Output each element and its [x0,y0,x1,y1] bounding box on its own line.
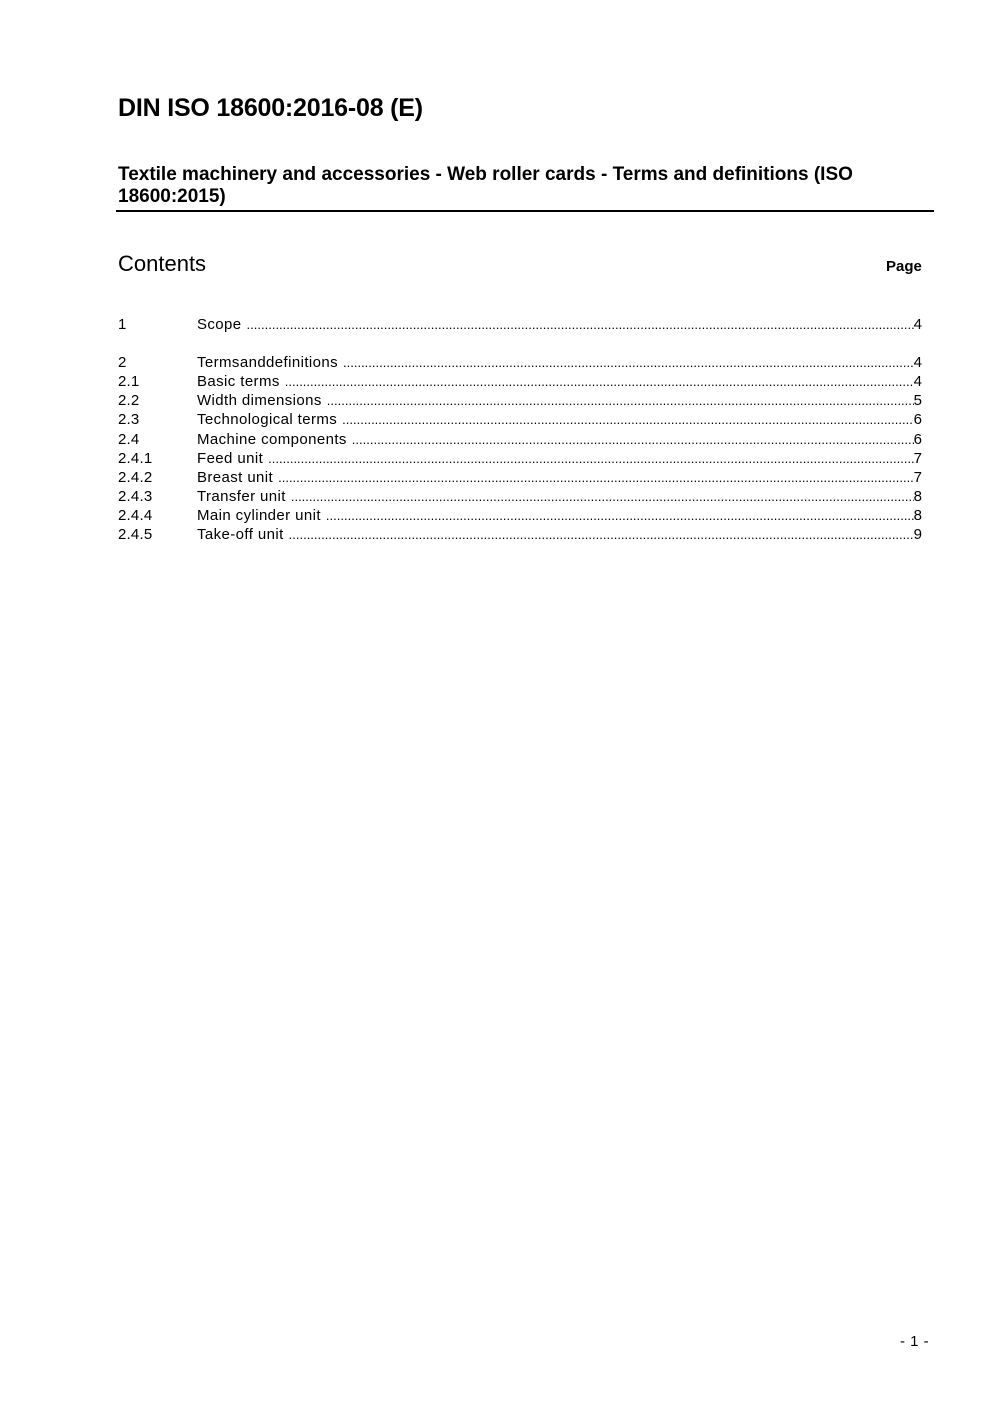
toc-entry-number: 2.4.1 [118,450,153,467]
toc-entry-page: 4 [913,373,922,390]
toc-entry-title: Scope [197,316,242,333]
toc-entry-page: 8 [913,507,922,524]
title-divider [116,210,934,212]
toc-entry-page: 4 [913,316,922,333]
toc-entry-scope[interactable] [118,316,922,334]
toc-entry-title: Feed unit [197,450,264,467]
toc-entry-breast-unit[interactable] [118,469,922,487]
toc-entry-title: Main cylinder unit [197,507,321,524]
toc-entry-number: 2.3 [118,411,140,428]
toc-dot-leader [327,392,914,410]
toc-entry-width-dimensions[interactable] [118,392,922,410]
toc-entry-main-cylinder-unit[interactable] [118,507,922,525]
toc-dot-leader [352,431,914,449]
toc-entry-page: 7 [913,469,922,486]
toc-entry-page: 7 [913,450,922,467]
toc-entry-title: Technological terms [197,411,338,428]
toc-entry-number: 2.2 [118,392,140,409]
toc-entry-title: Breast unit [197,469,274,486]
toc-dot-leader [268,450,914,468]
toc-entry-page: 6 [913,411,922,428]
toc-entry-technological-terms[interactable] [118,411,922,429]
toc-dot-leader [291,488,914,506]
toc-entry-take-off-unit[interactable] [118,526,922,544]
toc-dot-leader [278,469,914,487]
toc-dot-leader [285,373,914,391]
document-subtitle: Textile machinery and accessories - Web roller cards - Terms and definitions (ISO 18600:2015) [118,164,853,207]
document-title: DIN ISO 18600:2016-08 (E) [118,94,423,122]
contents-heading: Contents [118,251,207,276]
toc-entry-title: Width dimensions [197,392,322,409]
toc-entry-number: 1 [118,316,127,333]
toc-entry-feed-unit[interactable] [118,450,922,468]
toc-entry-number: 2.1 [118,373,140,390]
toc-entry-number: 2.4.4 [118,507,153,524]
toc-entry-title: Transfer unit [197,488,286,505]
toc-entry-title: Machine components [197,431,347,448]
toc-entry-number: 2.4.5 [118,526,153,543]
toc-dot-leader [342,411,913,429]
footer-page-number: - 1 - [900,1333,930,1350]
toc-entry-title: Take-off unit [197,526,284,543]
toc-entry-page: 5 [913,392,922,409]
toc-entry-number: 2.4 [118,431,140,448]
toc-entry-machine-components[interactable] [118,431,922,449]
toc-entry-title: Basic terms [197,373,280,390]
toc-entry-transfer-unit[interactable] [118,488,922,506]
toc-entry-page: 6 [913,431,922,448]
toc-entry-page: 4 [913,354,922,371]
toc-entry-page: 8 [913,488,922,505]
toc-dot-leader [247,316,914,334]
toc-entry-number: 2 [118,354,127,371]
toc-entry-basic-terms[interactable] [118,373,922,391]
toc-dot-leader [343,354,914,372]
toc-entry-number: 2.4.3 [118,488,153,505]
toc-dot-leader [289,526,914,544]
toc-entry-title: Termsanddefinitions [197,354,339,371]
toc-entry-page: 9 [913,526,922,543]
toc-dot-leader [326,507,914,525]
toc-entry-terms-and-definitions[interactable] [118,354,922,372]
toc-entry-number: 2.4.2 [118,469,153,486]
page-column-heading: Page [886,258,922,275]
